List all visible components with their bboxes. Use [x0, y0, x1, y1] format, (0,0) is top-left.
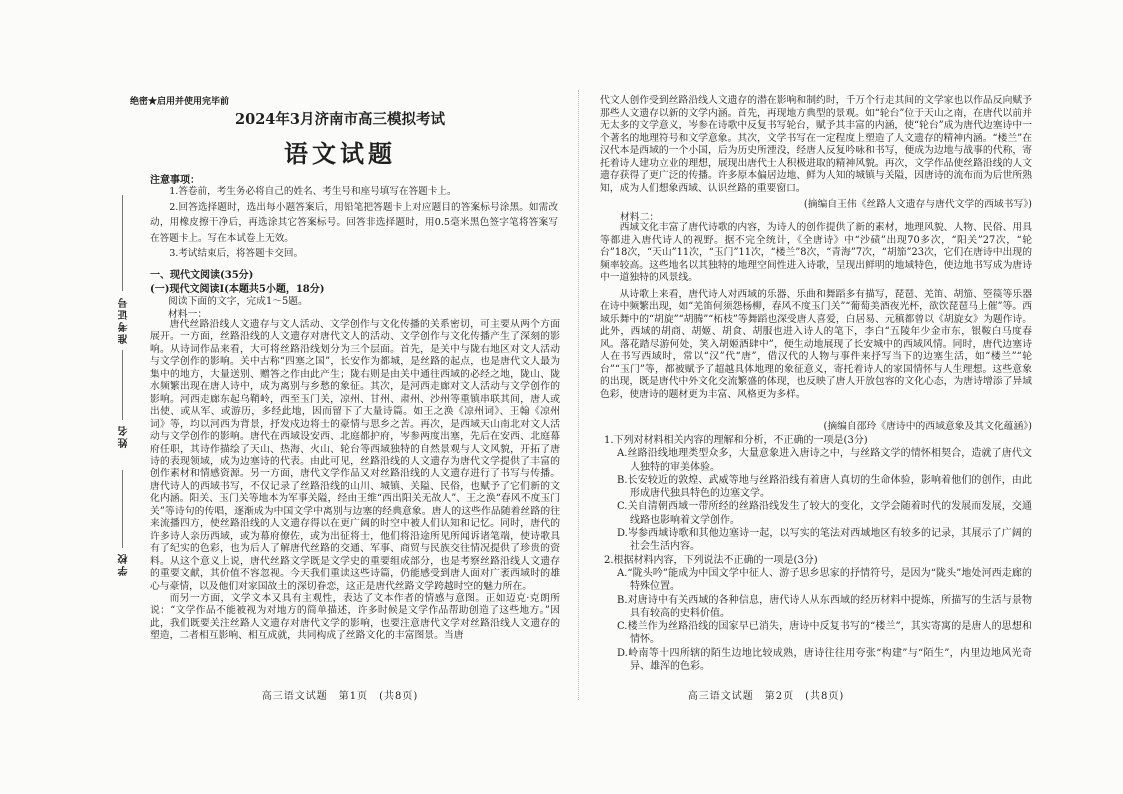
notes-list: [150, 184, 558, 262]
school-blank-line: [122, 470, 123, 548]
material-paragraph: 从诗歌上来看，唐代诗人对西域的乐器、乐曲和舞蹈多有描写，琵琶、羌笛、胡笳、箜篌等乐器在诗中频繁出现，如“羌笛何须怨杨柳，春风不度玉门关”“葡萄美酒夜光杯，欲饮琵琶马上催”等。西域乐舞中的“胡旋”“胡腾”“柘枝”等舞蹈也深受唐人喜爱，白居易、元稹都曾以《胡旋女》为题作诗。此外，西域的胡商、胡姬、胡食、胡服也进入诗人的笔下，李白“五陵年少金市东，银鞍白马度春风。落花踏尽游何处，笑入胡姬酒肆中”，便生动地展现了长安城中的西域风情。同时，唐代边塞诗人在书写西域时，常以“汉”代“唐”，借汉代的人物与事件来抒写当下的边塞生活，如“楼兰”“轮台”“玉门”等，都被赋予了超越具体地理的象征意义，寄托着诗人的家国情怀与人生理想。这些意象的出现，既是唐代中外文化交流繁盛的体现，也反映了唐人开放包容的文化心态，为唐诗增添了异域色彩，使唐诗的题材更为丰富、风格更为多样。: [600, 288, 1032, 400]
exam-number-blank-line: [122, 195, 123, 291]
exam-number-label: 准考证号: [119, 296, 130, 344]
material-one-continued: 代文人创作受到丝路沿线人文遗存的潜在影响和制约时，千万个行走其间的文学家也以作品反向赋予那些人文遗存以新的文学内涵。首先，再现地方典型的景观。如“轮台”位于天山之南，在唐代以前并无太多的文学意义，岑参在诗歌中反复书写轮台，赋予其丰富的内涵，使“轮台”成为唐代边塞诗中一个著名的地理符号和文学意象。其次，文学书写在一定程度上塑造了人文遗存的精神内涵。“楼兰”在汉代本是西域的一个小国，后为历史所湮没，经唐人反复吟咏和书写，便成为边地与战事的代称，寄托着诗人建功立业的理想，展现出唐代士人积极进取的精神风貌。再次，文学作品使丝路沿线的人文遗存获得了更广泛的传播。许多原本偏居边地、鲜为人知的城镇与关隘，因唐诗的流布而为后世所熟知，成为人们想象西域、认识丝路的重要窗口。: [600, 95, 1032, 194]
note-item: 3.考试结束后，将答题卡交回。: [169, 248, 304, 259]
school-label: 学校: [119, 552, 130, 576]
material-paragraph: 唐代丝路沿线人文遗存与文人活动、文学创作与文化传播的关系密切，可主要从两个方面展开。一方面，丝路沿线的人文遗存对唐代文人的活动、文学创作与文化传播产生了深刻的影响。从诗词作品来看，大可将丝路沿线划分为三个层面。首先，是关中与陇右地区对文人活动与文学创作的影响。关中古称“四塞之国”，长安作为都城，是丝路的起点，也是唐代文人最为集中的地方，大量送别、赠答之作由此产生；陇右则是由关中通往西域的必经之地，陇山、陇水频繁出现在唐人诗中，成为离别与乡愁的象征。其次，是河西走廊对文人活动与文学创作的影响。河西走廊东起乌鞘岭，西至玉门关，凉州、甘州、肃州、沙州等重镇串联其间，唐人或出使、或从军、或游历，多经此地，因而留下了大量诗篇。如王之涣《凉州词》、王翰《凉州词》等，均以河西为背景，抒发戍边将士的豪情与思乡之苦。再次，是西域天山南北对文人活动与文学创作的影响。唐代在西域设安西、北庭都护府，岑参两度出塞，先后在安西、北庭幕府任职，其诗作描绘了天山、热海、火山、轮台等西域独特的自然景观与人文风貌，开拓了唐诗的表现领域，成为边塞诗的代表。由此可见，丝路沿线的人文遗存为唐代文学提供了丰富的创作素材和情感资源。另一方面，唐代文学作品又对丝路沿线的人文遗存进行了书写与传播。唐代诗人的西域书写，不仅记录了丝路沿线的山川、城镇、关隘、民俗，也赋予了它们新的文化内涵。阳关、玉门关等地本为军事关隘，经由王维“西出阳关无故人”、王之涣“春风不度玉门关”等诗句的传唱，逐渐成为中国文学中离别与边塞的经典意象。唐人的这些作品随着丝路的往来流播四方，使丝路沿线的人文遗存得以在更广阔的时空中被人们认知和记忆。同时，唐代的许多诗人亲历西域，或为幕府僚佐，或为出征将士，他们将沿途所见所闻诉诸笔端，使诗歌具有了纪实的色彩，也为后人了解唐代丝路的交通、军事、商贸与民族交往情况提供了珍贵的资料。从这个意义上说，唐代丝路文学既是文学史的重要组成部分，也是考察丝路沿线人文遗存的重要文献，其价值不容忽视。今天我们重读这些诗篇，仍能感受到唐人面对广袤西域时的雄心与豪情，以及他们对家国故土的深切眷恋，这正是唐代丝路文学跨越时空的魅力所在。: [150, 319, 560, 592]
name-label: 姓名: [119, 424, 130, 448]
question-stem: 2.根据材料内容，下列说法不正确的一项是(3分): [604, 554, 818, 566]
material-two-source: (摘编自邵玲《唐诗中的西域意象及其文化蕴涵》): [823, 421, 1032, 432]
material-one-label: 材料一：: [168, 309, 208, 320]
question-option: C.关自清朝西域一带所经的丝路沿线发生了较大的变化，文学会随着时代的发展而发展，交通线路也影响着文学创作。: [617, 501, 1032, 526]
page-footer-left: 高三语文试题 第1页 (共8页): [261, 691, 419, 702]
material-two-label: 材料二：: [620, 212, 660, 223]
question-option: B.对唐诗中有关西域的各种信息，唐代诗人从东西域的经历材料中提炼，所描写的生活与景物具有较高的史料价值。: [617, 594, 1032, 619]
question-option: D.岭南等十四所辖的陌生边地比较成熟，唐诗往往用夸张“构建”与“陌生”，内里边地风光奇异、雄浑的色彩。: [617, 647, 1032, 673]
question-option: A.丝路沿线地理类型众多，大量意象进入唐诗之中，与丝路文学的情怀相契合，造就了唐代文人独特的审美体验。: [617, 448, 1032, 473]
page-footer-right: 高三语文试题 第2页 (共8页): [687, 691, 845, 702]
material-paragraph: 而另一方面，文学文本又具有主观性，表达了文本作者的情感与意图。正如迈克·克朗所说：“文学作品不能被视为对地方的简单描述，许多时候是文学作品帮助创造了这些地方。”因此，我们既要关注丝路人文遗存对唐代文学的影响，也要注意唐代文学对丝路沿线人文遗存的塑造，二者相互影响、相互成就，共同构成了丝路文化的丰富图景。当唐: [150, 592, 560, 642]
material-paragraph: 西域文化丰富了唐代诗歌的内容，为诗人的创作提供了新的素材，地理风貌、人物、民俗、用具等都进入唐代诗人的视野。据不完全统计，《全唐诗》中“沙碛”出现70多次，“阳关”27次，“轮台”18次，“天山”11次，“玉门”11次，“楼兰”8次，“青海”7次，“胡笳”23次，它们在唐诗中出现的频率较高。这些地名以其独特的地理空间性进入诗歌，呈现出鲜明的地域特色，使边地书写成为唐诗中一道独特的风景线。: [600, 222, 1032, 283]
material-two-text: [600, 222, 1032, 401]
question-stem: 1.下列对材料相关内容的理解和分析，不正确的一项是(3分): [604, 435, 868, 446]
subject-title: 语文试题: [284, 139, 396, 168]
question-option: C.楼兰作为丝路沿线的国家早已消失，唐诗中反复书写的“楼兰”，其实寄寓的是唐人的思想和情怀。: [617, 621, 1032, 646]
question-option: A.“陇头吟”能成为中国文学中征人、游子思乡思家的抒情符号，是因为“陇头”地处河西走廊的特殊位置。: [617, 567, 1032, 593]
reading-instruction: 阅读下面的文字，完成1～5题。: [168, 296, 308, 307]
page-fold-line: [578, 90, 579, 700]
subsection-heading: (一)现代文阅读Ⅰ(本题共5小题，18分): [150, 284, 325, 295]
questions-block: [604, 434, 1032, 673]
note-item: 1.答卷前，考生务必将自己的姓名、考生号和座号填写在答题卡上。: [169, 186, 457, 197]
secret-level-label: 绝密★启用并使用完毕前: [130, 97, 230, 107]
exam-title: 2024年3月济南市高三模拟考试: [235, 111, 445, 128]
question-option: B.长安较近的敦煌、武威等地与丝路沿线有着唐人真切的生命体验，影响着他们的创作，由此形成唐代独具特色的边塞文学。: [617, 474, 1032, 500]
section-heading: 一、现代文阅读(35分): [150, 270, 254, 281]
material-one-source: (摘编自王伟《丝路人文遗存与唐代文学的西域书写》): [803, 199, 1032, 210]
material-one-text: [150, 319, 560, 687]
notes-heading: 注意事项：: [150, 175, 200, 186]
question-option: D.岑参西域诗歌和其他边塞诗一起，以写实的笔法对西域地区有较多的记录，其展示了广阔的社会生活内容。: [617, 528, 1032, 553]
name-blank-line: [122, 350, 123, 420]
note-item: 2.回答选择题时，选出每小题答案后，用铅笔把答题卡上对应题目的答案标号涂黑。如需改动，用橡皮擦干净后，再选涂其它答案标号。回答非选择题时，用0.5毫米黑色签字笔将答案写在答题卡上。写在本试卷上无效。: [150, 201, 558, 244]
